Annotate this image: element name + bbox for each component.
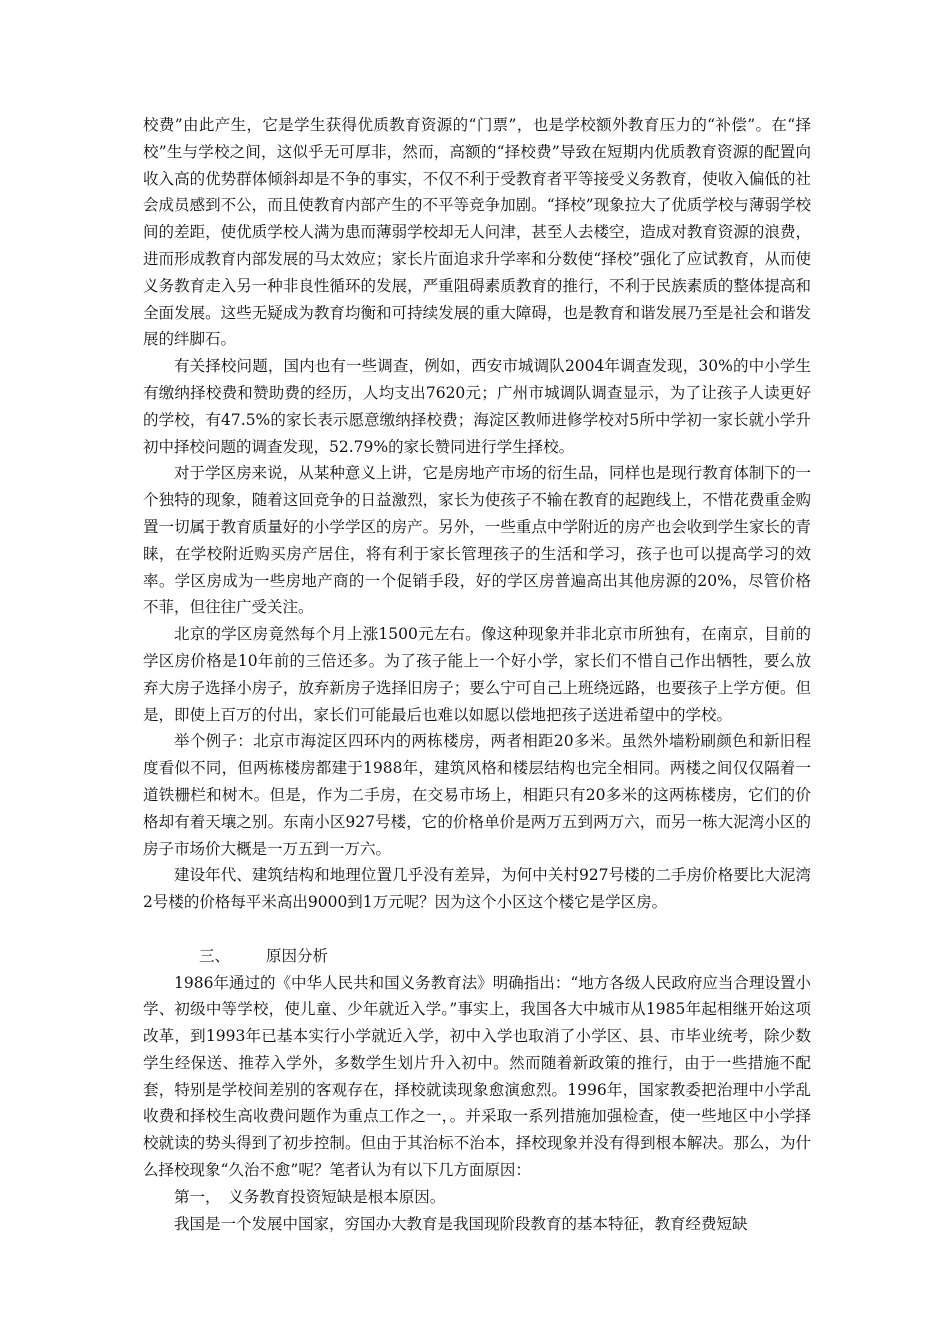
paragraph-school-district-housing: 对于学区房来说，从某种意义上讲，它是房地产市场的衍生品，同样也是现行教育体制下的一个独特的现象，随着这回竞争的日益激烈，家长为使孩子不输在教育的起跑线上，不惜花费重金购置一切属于教育质量好的小学学区的房产。另外，一些重点中学附近的房产也会收到学生家长的青睐，在学校附近购买房产居住，将有利于家长管理孩子的生活和学习，孩子也可以提高学习的效率。学区房成为一些房地产商的一个促销手段，好的学区房普遍高出其他房源的20%，尽管价格不菲，但往往广受关注。 [143,464,811,617]
paragraph-school-fee: 校费”由此产生，它是学生获得优质教育资源的“门票”，也是学校额外教育压力的“补偿”。在“择校”生与学校之间，这似乎无可厚非，然而，高额的“择校费”导致在短期内优质教育资源的配置向收入高的优势群体倾斜却是不争的事实，不仅不利于受教育者平等接受义务教育，使收入偏低的社会成员感到不公，而且使教育内部产生的不平等竞争加剧。“择校”现象拉大了优质学校与薄弱学校间的差距，使优质学校人满为患而薄弱学校却无人问津，甚至人去楼空，造成对教育资源的浪费，进而形成教育内部发展的马太效应；家长片面追求升学率和分数使“择校”强化了应试教育，从而使义务教育走入另一种非良性循环的发展，严重阻碍素质教育的推行，不利于民族素质的整体提高和全面发展。这些无疑成为教育均衡和可持续发展的重大障碍，也是教育和谐发展乃至是社会和谐发展的绊脚石。 [143,116,811,349]
section-number: 三、 [199,946,231,965]
document-page [143,112,811,1237]
paragraph-beijing-prices: 北京的学区房竟然每个月上涨1500元左右。像这种现象并非北京市所独有，在南京，目前的学区房价格是10年前的三倍还多。为了孩子能上一个好小学，家长们不惜自己作出牺牲，要么放弃大房子选择小房子，放弃新房子选择旧房子；要么宁可自己上班绕远路，也要孩子上学方便。但是，即使上百万的付出，家长们可能最后也难以如愿以偿地把孩子送进希望中的学校。 [143,625,811,724]
paragraph-conclusion: 建设年代、建筑结构和地理位置几乎没有差异，为何中关村927号楼的二手房价格要比大泥湾2号楼的价格每平米高出9000到1万元呢？因为这个小区这个楼它是学区房。 [143,866,811,912]
paragraph-compulsory-education-law: 1986年通过的《中华人民共和国义务教育法》明确指出：“地方各级人民政府应当合理设置小学、初级中等学校，使儿童、少年就近入学。”事实上，我国各大中城市从1985年起相继开始这项改革，到1993年已基本实行小学就近入学，初中入学也取消了小学区、县、市毕业统考，除少数学生经保送、推荐入学外，多数学生划片升入初中。然而随着新政策的推行，由于一些措施不配套，特别是学校间差别的客观存在，择校就读现象愈演愈烈。1996年，国家教委把治理中小学乱收费和择校生高收费问题作为重点工作之一，。并采取一系列措施加强检查，使一些地区中小学择校就读的势头得到了初步控制。但由于其治标不治本，择校现象并没有得到根本解决。那么，为什么择校现象“久治不愈”呢？笔者认为有以下几方面原因： [143,973,811,1180]
paragraph-example: 举个例子：北京市海淀区四环内的两栋楼房，两者相距20多米。虽然外墙粉刷颜色和新旧程度看似不同，但两栋楼房都建于1988年，建筑风格和楼层结构也完全相同。两楼之间仅仅隔着一道铁栅栏和树木。但是，作为二手房，在交易市场上，相距只有20多米的这两栋楼房，它们的价格却有着天壤之别。东南小区927号楼，它的价格单价是两万五到两万六，而另一栋大泥湾小区的房子市场价大概是一万五到一万六。 [143,732,811,858]
paragraph-survey: 有关择校问题，国内也有一些调查，例如，西安市城调队2004年调查发现，30%的中小学生有缴纳择校费和赞助费的经历，人均支出7620元；广州市城调队调查显示，为了让孩子人读更好的学校，有47.5%的家长表示愿意缴纳择校费；海淀区教师进修学校对5所中学初一家长就小学升初中择校问题的调查发现，52.79%的家长赞同进行学生择校。 [143,357,811,456]
section-heading [143,943,811,970]
paragraph-first-reason: 第一， 义务教育投资短缺是根本原因。 [174,1187,446,1206]
section-title: 原因分析 [266,946,329,965]
paragraph-developing-country: 我国是一个发展中国家，穷国办大教育是我国现阶段教育的基本特征，教育经费短缺 [174,1214,748,1233]
